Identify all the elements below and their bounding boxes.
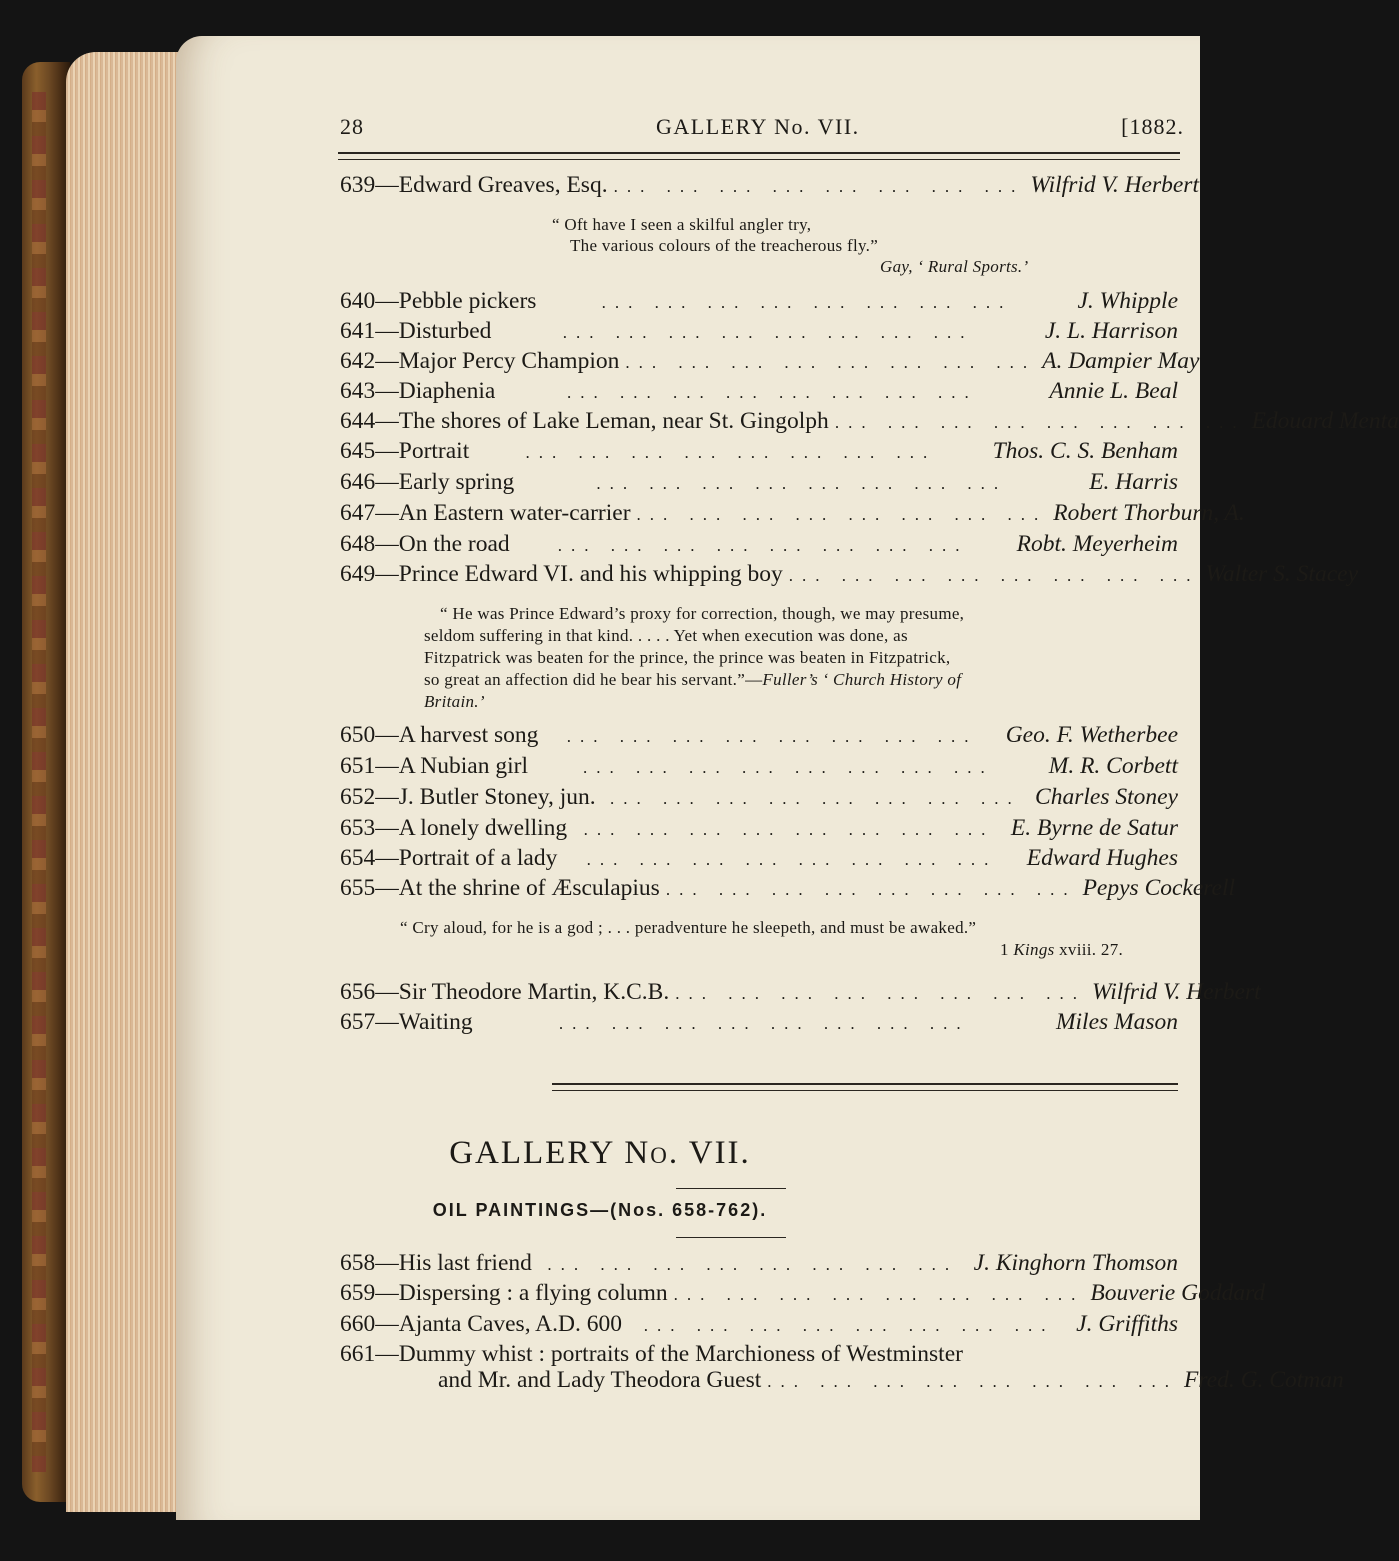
entry-artist: E. Byrne de Satur <box>1010 815 1178 841</box>
entry-artist: A. Dampier May <box>1042 348 1200 374</box>
entry-artist: M. R. Corbett <box>1048 753 1178 779</box>
leader-dots: ... ... ... ... ... ... ... ... <box>643 1316 1055 1335</box>
leader-dots: ... ... ... ... ... ... ... ... <box>596 474 1008 493</box>
entry-artist: J. Kinghorn Thomson <box>973 1250 1178 1276</box>
entry-title: 639—Edward Greaves, Esq. <box>340 172 608 198</box>
page-number: 28 <box>340 114 364 139</box>
entry-artist: Fred. G. Cotman <box>1184 1367 1344 1393</box>
quote-attribution: Britain.’ <box>424 692 485 711</box>
quote-line <box>424 669 961 691</box>
leader-dots: ... ... ... ... ... ... ... ... <box>767 1372 1179 1391</box>
leader-dots: ... ... ... ... ... ... ... ... <box>625 353 1037 372</box>
entry-661-continued <box>438 1367 1344 1397</box>
leader-dots: ... ... ... ... ... ... ... ... <box>558 1014 970 1033</box>
entry-658 <box>340 1250 1178 1280</box>
entry-641 <box>340 318 1178 348</box>
leader-dots: ... ... ... ... ... ... ... ... <box>834 413 1246 432</box>
leader-dots: ... ... ... ... ... ... ... ... <box>609 789 1021 808</box>
running-title: GALLERY No. VII. <box>656 114 860 139</box>
running-year: [1882. <box>1121 114 1184 139</box>
entry-artist: Edouard Menta <box>1251 408 1399 434</box>
entry-artist: E. Harris <box>1089 469 1178 495</box>
entry-artist: Charles Stoney <box>1035 784 1178 810</box>
entry-639 <box>340 172 1199 202</box>
leader-dots: ... ... ... ... ... ... ... ... <box>613 177 1025 196</box>
entry-title: 640—Pebble pickers <box>340 288 537 314</box>
leader-dots: ... ... ... ... ... ... ... ... <box>583 820 995 839</box>
leader-dots: ... ... ... ... ... ... ... ... <box>788 566 1200 585</box>
entry-650 <box>340 722 1178 752</box>
book-spine-edge <box>22 62 70 1502</box>
entry-655 <box>340 875 1236 905</box>
entry-649 <box>340 561 1358 591</box>
gallery-title: GALLERY No. VII. <box>449 1135 751 1171</box>
quote-attribution <box>1000 939 1123 961</box>
entry-title: 658—His last friend <box>340 1250 532 1276</box>
leader-dots: ... ... ... ... ... ... ... ... <box>583 758 994 777</box>
leader-dots: ... ... ... ... ... ... ... ... <box>665 880 1077 899</box>
entry-artist: J. L. Harrison <box>1044 318 1178 344</box>
quote-line: “ Oft have I seen a skilful angler try, <box>552 215 812 234</box>
leader-dots: ... ... ... ... ... ... ... ... <box>673 1285 1085 1304</box>
entry-artist: J. Griffiths <box>1076 1311 1178 1337</box>
quote-attribution: Gay, ‘ Rural Sports.’ <box>880 257 1029 276</box>
leader-dots: ... ... ... ... ... ... ... ... <box>525 443 937 462</box>
entry-title: 650—A harvest song <box>340 722 539 748</box>
quote-ref-number: 1 <box>1000 940 1009 959</box>
section-heading: OIL PAINTINGS—(Nos. 658-762). <box>432 1200 768 1220</box>
quote-text: so great an affection did he bear his servant.”— <box>424 670 763 689</box>
entry-title: 641—Disturbed <box>340 318 492 344</box>
leader-dots: ... ... ... ... ... ... ... ... <box>586 850 998 869</box>
entry-title: 643—Diaphenia <box>340 378 496 404</box>
entry-644 <box>340 408 1399 438</box>
leader-dots: ... ... ... ... ... ... ... ... <box>636 505 1048 524</box>
entry-657 <box>340 1009 1178 1039</box>
leader-dots: ... ... ... ... ... ... ... ... <box>675 984 1086 1003</box>
entry-648 <box>340 531 1178 561</box>
entry-artist: Thos. C. S. Benham <box>992 438 1178 464</box>
entry-654 <box>340 845 1178 875</box>
entry-artist: Wilfrid V. Herbert <box>1091 979 1261 1005</box>
entry-artist: Walter S. Stacey <box>1205 561 1358 587</box>
entry-artist: Edward Hughes <box>1026 845 1178 871</box>
entry-653 <box>340 815 1178 845</box>
entry-artist: J. Whipple <box>1077 288 1178 314</box>
entry-artist: Annie L. Beal <box>1049 378 1178 404</box>
entry-title: 656—Sir Theodore Martin, K.C.B. <box>340 979 670 1005</box>
entry-title: 660—Ajanta Caves, A.D. 600 <box>340 1311 622 1337</box>
entry-artist: Wilfrid V. Herbert <box>1030 172 1199 198</box>
quote-line: “ He was Prince Edward’s proxy for correction, though, we may presume, <box>440 604 965 623</box>
entry-title: 651—A Nubian girl <box>340 753 528 779</box>
entry-title: 657—Waiting <box>340 1009 473 1035</box>
entry-title: 652—J. Butler Stoney, jun. <box>340 784 596 810</box>
entry-title: 654—Portrait of a lady <box>340 845 558 871</box>
entry-title: 644—The shores of Lake Leman, near St. Gingolph <box>340 408 829 434</box>
quote-line: The various colours of the treacherous fly.” <box>570 236 879 255</box>
entry-659 <box>340 1280 1266 1310</box>
quote-line: Fitzpatrick was beaten for the prince, the prince was beaten in Fitzpatrick, <box>424 648 951 667</box>
entry-artist: Pepys Cockerell <box>1082 875 1236 901</box>
entry-640 <box>340 288 1178 318</box>
heading-rule <box>676 1237 786 1238</box>
quote-line: seldom suffering in that kind. . . . . Yet when execution was done, as <box>424 626 908 645</box>
quote-attribution: Fuller’s ‘ Church History of <box>762 670 962 689</box>
entry-643 <box>340 378 1178 408</box>
entry-artist: Robt. Meyerheim <box>1016 531 1178 557</box>
header-rule <box>338 152 1180 160</box>
entry-title: 661—Dummy whist : portraits of the Marchioness of Westminster <box>340 1341 963 1367</box>
entry-651 <box>340 753 1178 783</box>
section-divider <box>552 1083 1178 1091</box>
leader-dots: ... ... ... ... ... ... ... ... <box>567 383 978 402</box>
entry-title: 649—Prince Edward VI. and his whipping boy <box>340 561 783 587</box>
quote-line: “ Cry aloud, for he is a god ; . . . peradventure he sleepeth, and must be awaked.” <box>400 918 977 937</box>
leader-dots: ... ... ... ... ... ... ... ... <box>547 1255 959 1274</box>
entry-artist: Geo. F. Wetherbee <box>1005 722 1178 748</box>
entry-title: 645—Portrait <box>340 438 470 464</box>
leader-dots: ... ... ... ... ... ... ... ... <box>557 536 969 555</box>
entry-title: 655—At the shrine of Æsculapius <box>340 875 660 901</box>
leader-dots: ... ... ... ... ... ... ... ... <box>566 727 978 746</box>
quote-ref-chapter: xviii. 27. <box>1059 940 1124 959</box>
title-rule <box>676 1188 786 1189</box>
running-head <box>340 114 1184 144</box>
entry-656 <box>340 979 1261 1009</box>
entry-artist: Bouverie Goddard <box>1090 1280 1266 1306</box>
entry-645 <box>340 438 1178 468</box>
entry-title: 642—Major Percy Champion <box>340 348 620 374</box>
entry-artist: Miles Mason <box>1055 1009 1178 1035</box>
entry-title: 647—An Eastern water-carrier <box>340 500 631 526</box>
leader-dots: ... ... ... ... ... ... ... ... <box>562 323 974 342</box>
entry-title: 648—On the road <box>340 531 510 557</box>
entry-642 <box>340 348 1200 378</box>
entry-artist: Robert Thorburn, A. <box>1053 500 1245 526</box>
entry-660 <box>340 1311 1178 1341</box>
leader-dots: ... ... ... ... ... ... ... ... <box>601 293 1013 312</box>
entry-647 <box>340 500 1245 530</box>
quote-ref-book: Kings <box>1013 940 1055 959</box>
entry-646 <box>340 469 1178 499</box>
entry-title: 646—Early spring <box>340 469 515 495</box>
entry-title: 659—Dispersing : a flying column <box>340 1280 668 1306</box>
entry-title: 653—A lonely dwelling <box>340 815 568 841</box>
entry-652 <box>340 784 1178 814</box>
entry-title: and Mr. and Lady Theodora Guest <box>438 1367 762 1393</box>
